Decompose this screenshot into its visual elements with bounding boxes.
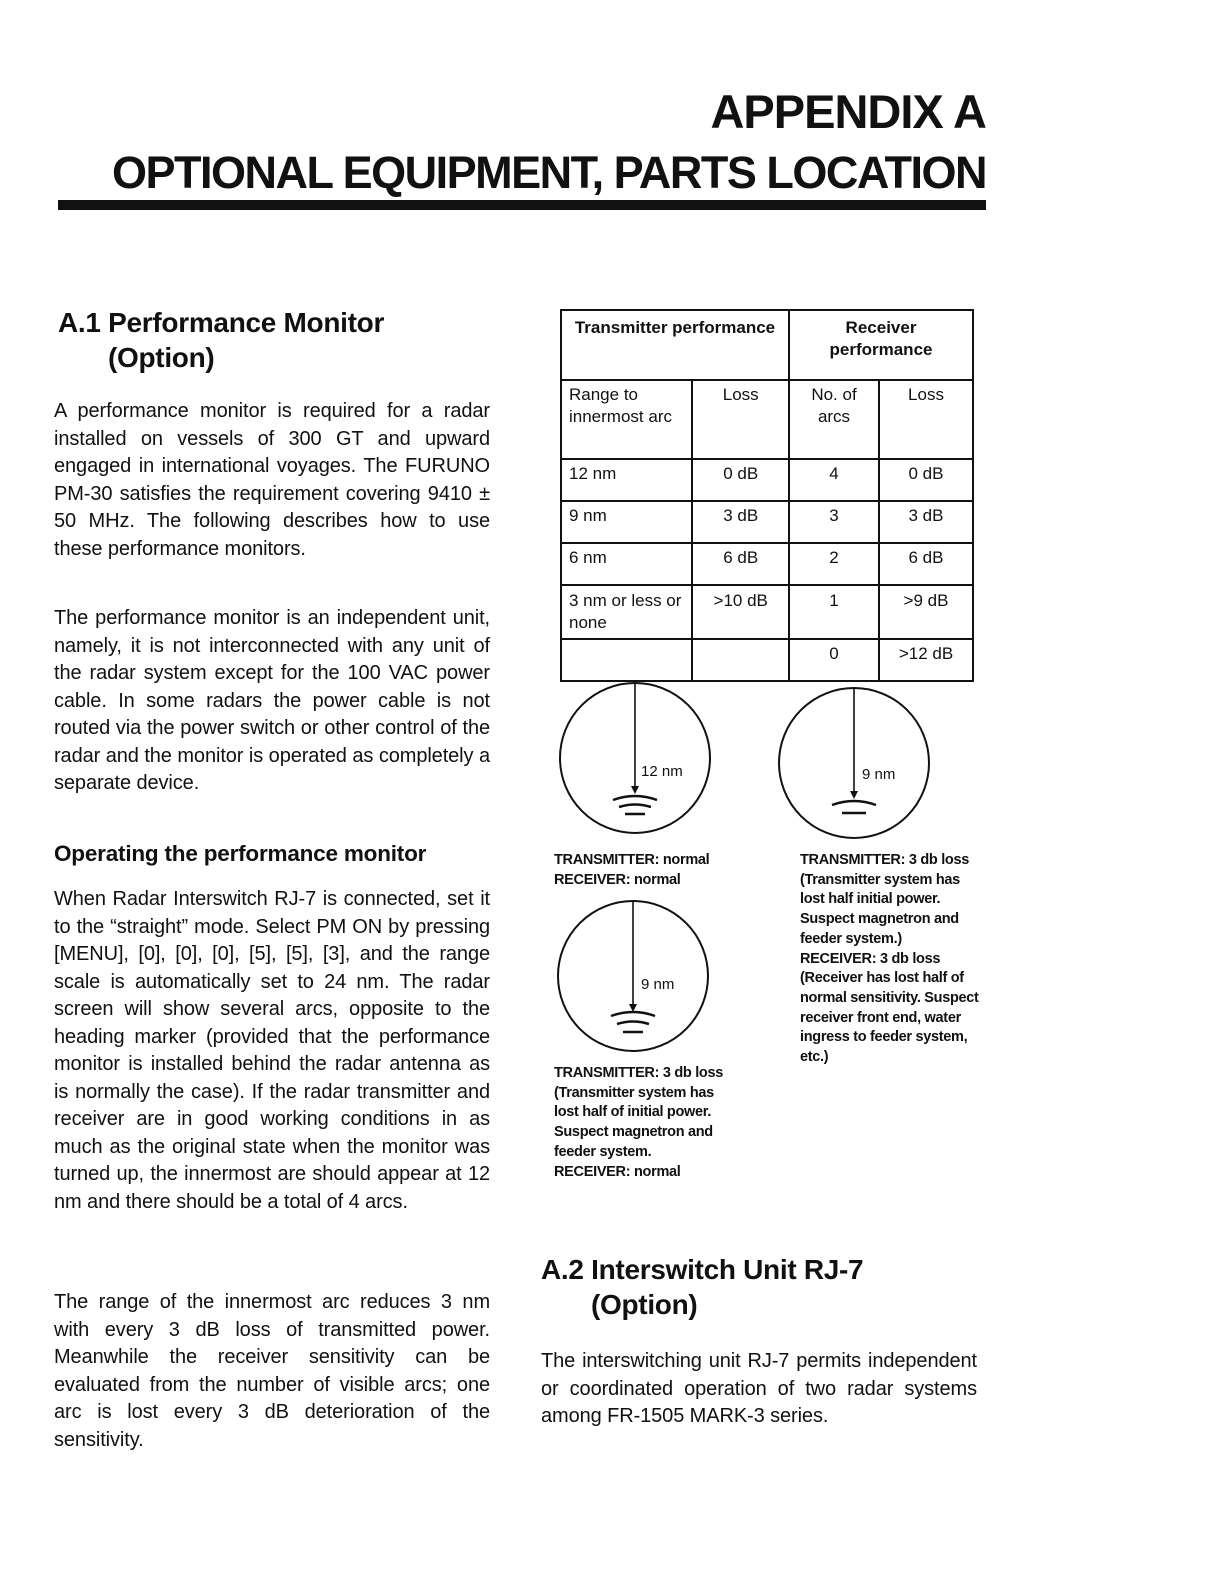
appendix-title: APPENDIX A	[710, 85, 986, 138]
radar-scope-12nm-icon	[555, 678, 715, 842]
table-cell: 0	[789, 639, 879, 681]
title-rule	[58, 200, 986, 210]
section-a1-heading-line1: A.1 Performance Monitor	[58, 307, 385, 338]
performance-table	[560, 309, 974, 682]
range-column-header: Range to innermost arc	[561, 380, 692, 459]
caption-line: Suspect magnetron and	[554, 1124, 713, 1141]
table-cell: 2	[789, 543, 879, 585]
chapter-title: OPTIONAL EQUIPMENT, PARTS LOCATION	[111, 147, 986, 198]
section-a2-paragraph: The interswitching unit RJ-7 permits independent or coordinated operation of two radar systems among FR-1505 MARK-3 series.	[541, 1350, 977, 1427]
caption-line: (Transmitter system has	[554, 1084, 714, 1101]
caption-line: RECEIVER: normal	[554, 1163, 681, 1180]
section-a1-heading	[58, 305, 384, 375]
operating-monitor-heading: Operating the performance monitor	[54, 841, 427, 866]
scope-range-label: 9 nm	[862, 766, 896, 783]
table-cell	[692, 639, 789, 681]
rx-loss-column-header: Loss	[879, 380, 973, 459]
caption-line: TRANSMITTER: normal	[554, 852, 710, 868]
table-cell: 6 nm	[561, 543, 692, 585]
operating-paragraph: When Radar Interswitch RJ-7 is connected, set it to the “straight” mode. Select PM ON by pressing [MENU], [0], [0], [0], [5], [5], [3], and the range scale is automatically set to 24 nm. The radar screen will show several arcs, opposite to the heading marker (provided that the performance monitor is installed behind the radar antenna as is normally the case). If the radar transmitter and receiver are in good working conditions in as much as the original state when the monitor was turned up, the innermost are should appear at 12 nm and there should be a total of 4 arcs.	[54, 888, 490, 1213]
section-a2-heading	[541, 1252, 863, 1322]
section-a1-paragraph-2: The performance monitor is an independent unit, namely, it is not interconnected with any unit of the radar system except for the 100 VAC power cable. In some radars the power cable is not routed via the power switch or other control of the radar and the monitor is operated as completely a separate device.	[54, 607, 490, 794]
table-cell: 3 dB	[879, 501, 973, 543]
table-cell: 3 nm or less or none	[561, 585, 692, 639]
caption-line: feeder system.	[554, 1143, 652, 1160]
table-row	[561, 639, 973, 681]
table-cell: 12 nm	[561, 459, 692, 501]
arc-range-paragraph: The range of the innermost arc reduces 3 nm with every 3 dB loss of transmitted power. Meanwhile the receiver sensitivity can be evaluated from the number of visible arcs; one arc is lost every 3 dB deterioration of the sensitivity.	[54, 1291, 490, 1451]
scope-9nm-tx-rx-loss-caption	[800, 851, 979, 1068]
tx-loss-column-header: Loss	[692, 380, 789, 459]
section-a1-heading-line2: (Option)	[108, 342, 215, 373]
receiver-performance-header: Receiver performance	[789, 310, 973, 380]
arcs-column-header: No. of arcs	[789, 380, 879, 459]
table-cell: 0 dB	[692, 459, 789, 501]
caption-line: receiver front end, water	[800, 1009, 961, 1026]
caption-line: RECEIVER: 3 db loss	[800, 950, 941, 967]
transmitter-performance-header: Transmitter performance	[561, 310, 789, 380]
caption-line: (Transmitter system has	[800, 871, 960, 888]
table-cell: >10 dB	[692, 585, 789, 639]
section-a1-paragraph-1: A performance monitor is required for a radar installed on vessels of 300 GT and upward engaged in international voyages. The FURUNO PM-30 satisfies the requirement covering 9410 ± 50 MHz. The following describes how to use these performance monitors.	[54, 400, 490, 560]
caption-line: etc.)	[800, 1049, 829, 1066]
table-cell: >9 dB	[879, 585, 973, 639]
table-row	[561, 585, 973, 639]
table-cell: >12 dB	[879, 639, 973, 681]
table-cell	[561, 639, 692, 681]
table-row	[561, 459, 973, 501]
table-cell: 6 dB	[879, 543, 973, 585]
caption-line: RECEIVER: normal	[554, 871, 681, 888]
table-cell: 3 dB	[692, 501, 789, 543]
caption-line: lost half of initial power.	[554, 1104, 712, 1121]
caption-line: (Receiver has lost half of	[800, 970, 964, 987]
table-row	[561, 543, 973, 585]
table-cell: 9 nm	[561, 501, 692, 543]
caption-line: Suspect magnetron and	[800, 911, 959, 928]
caption-line: feeder system.)	[800, 930, 902, 947]
scope-9nm-tx-loss-caption	[554, 1064, 723, 1182]
table-cell: 3	[789, 501, 879, 543]
table-row	[561, 501, 973, 543]
table-cell: 6 dB	[692, 543, 789, 585]
caption-line: lost half initial power.	[800, 891, 941, 908]
caption-line: ingress to feeder system,	[800, 1029, 968, 1046]
scope-12nm-caption	[554, 851, 709, 890]
caption-line: normal sensitivity. Suspect	[800, 989, 979, 1006]
scope-range-label: 12 nm	[641, 763, 683, 780]
radar-scope-9nm-tx-rx-loss-icon	[774, 683, 934, 847]
table-cell: 0 dB	[879, 459, 973, 501]
table-cell: 4	[789, 459, 879, 501]
section-a2-heading-line2: (Option)	[591, 1289, 698, 1320]
caption-line: TRANSMITTER: 3 db loss	[554, 1065, 724, 1081]
section-a2-heading-line1: A.2 Interswitch Unit RJ-7	[541, 1254, 864, 1285]
radar-scope-9nm-tx-loss-icon	[553, 896, 713, 1060]
scope-range-label: 9 nm	[641, 976, 675, 993]
table-cell: 1	[789, 585, 879, 639]
caption-line: TRANSMITTER: 3 db loss	[800, 852, 970, 868]
